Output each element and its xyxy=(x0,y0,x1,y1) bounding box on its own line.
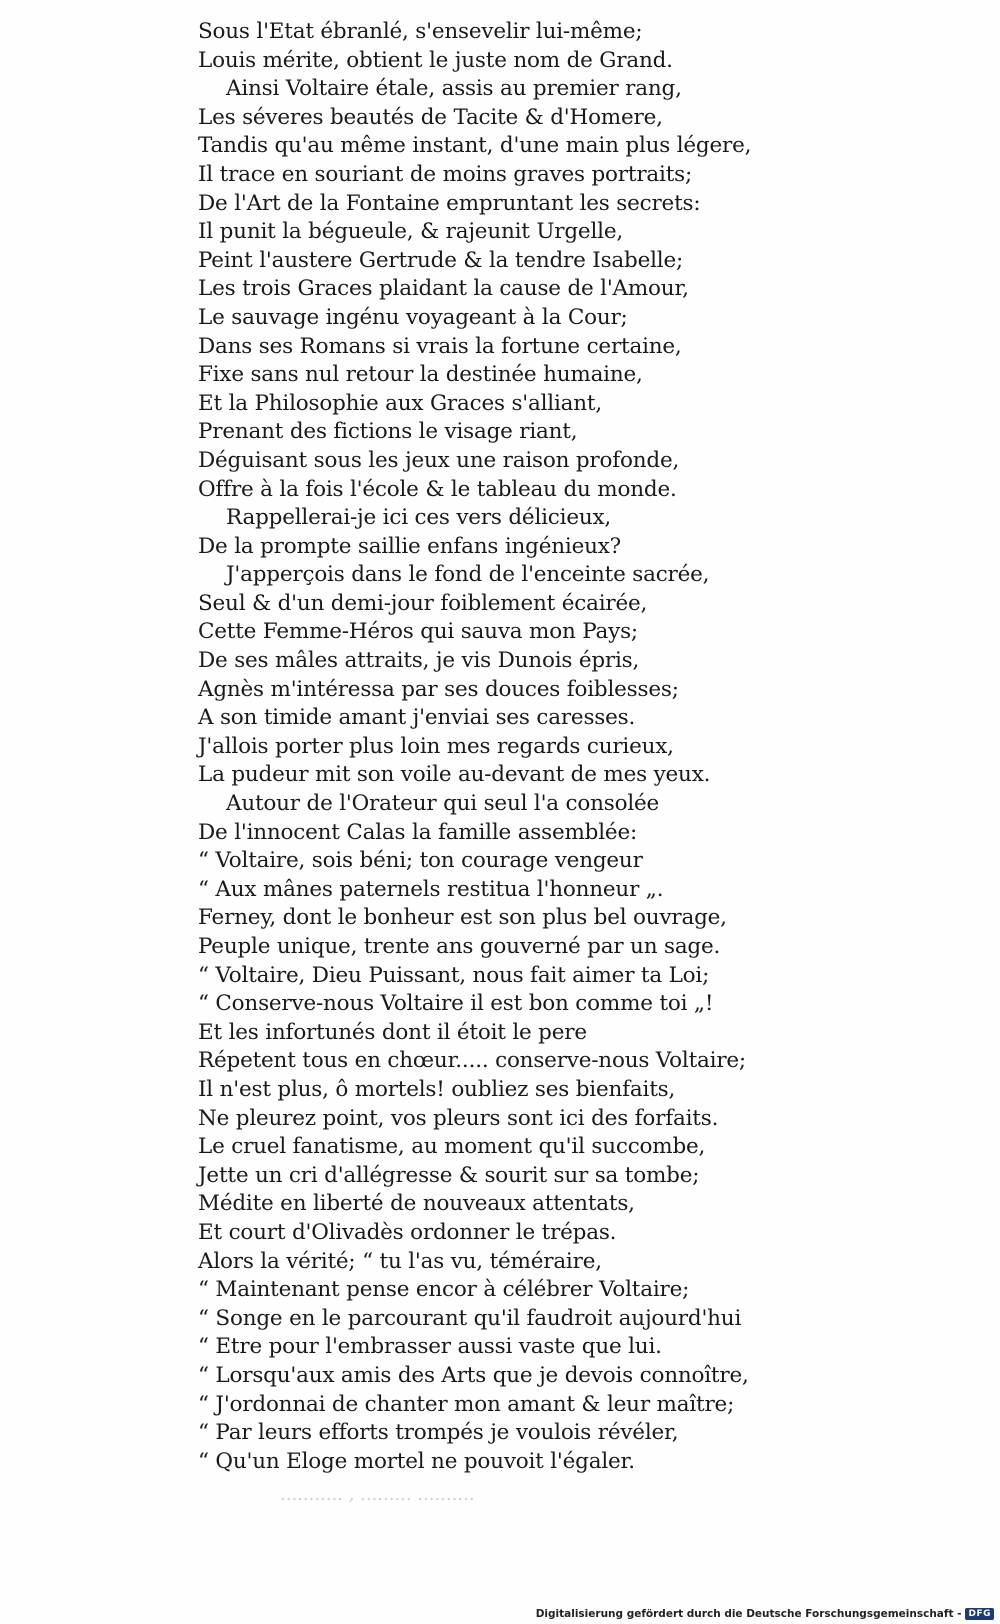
verse-line: Alors la vérité; “ tu l'as vu, téméraire, xyxy=(198,1248,602,1274)
verse-line: “ Aux mânes paternels restitua l'honneur „. xyxy=(198,876,664,902)
verse-line: La pudeur mit son voile au-devant de mes yeux. xyxy=(198,762,711,788)
verse-line: “ Lorsqu'aux amis des Arts que je devois connoître, xyxy=(198,1362,749,1388)
verse-line: “ Voltaire, Dieu Puissant, nous fait aimer ta Loi; xyxy=(198,962,710,988)
verse-line: Il n'est plus, ô mortels! oubliez ses bienfaits, xyxy=(198,1076,676,1102)
verse-line: Médite en liberté de nouveaux attentats, xyxy=(198,1191,635,1217)
credit-text: Digitalisierung gefördert durch die Deutsche Forschungsgemeinschaft - xyxy=(535,1608,962,1620)
verse-line: Peuple unique, trente ans gouverné par un sage. xyxy=(198,934,721,959)
verse-line: “ Par leurs efforts trompés je voulois révéler, xyxy=(198,1420,679,1446)
verse-line: Et court d'Olivadès ordonner le trépas. xyxy=(198,1219,617,1245)
dfg-logo: DFG xyxy=(965,1608,994,1620)
verse-line: Les trois Graces plaidant la cause de l'Amour, xyxy=(198,276,689,302)
verse-line: Offre à la fois l'école & le tableau du monde. xyxy=(198,476,677,502)
verse-line: Prenant des fictions le visage riant, xyxy=(198,419,578,445)
verse-line: “ Etre pour l'embrasser aussi vaste que lui. xyxy=(198,1334,662,1360)
verse-line: “ Conserve-nous Voltaire il est bon comme toi „! xyxy=(198,991,714,1017)
verse-line: De ses mâles attraits, je vis Dunois épris, xyxy=(198,648,640,674)
verse-line: Seul & d'un demi-jour foiblement écairée, xyxy=(198,590,648,616)
verse-line: J'apperçois dans le fond de l'enceinte sacrée, xyxy=(226,562,710,588)
verse-line: Agnès m'intéressa par ses douces foiblesses; xyxy=(198,676,679,702)
poem-text xyxy=(198,18,798,1476)
verse-line: Il punit la bégueule, & rajeunit Urgelle, xyxy=(198,219,623,245)
verse-line: Déguisant sous les jeux une raison profonde, xyxy=(198,447,680,473)
verse-line: J'allois porter plus loin mes regards curieux, xyxy=(198,733,674,759)
verse-line: “ Maintenant pense encor à célébrer Voltaire; xyxy=(198,1277,690,1303)
digitization-credit xyxy=(536,1608,994,1620)
verse-line: Jette un cri d'allégresse & sourit sur sa tombe; xyxy=(198,1162,700,1188)
verse-line: Louis mérite, obtient le juste nom de Grand. xyxy=(198,47,673,73)
verse-line: A son timide amant j'enviai ses caresses. xyxy=(198,705,636,731)
verse-line: “ Qu'un Eloge mortel ne pouvoit l'égaler. xyxy=(198,1448,635,1474)
verse-line: Le cruel fanatisme, au moment qu'il succombe, xyxy=(198,1134,706,1160)
verse-line: De l'innocent Calas la famille assemblée: xyxy=(198,819,638,845)
verse-line: Le sauvage ingénu voyageant à la Cour; xyxy=(198,304,628,330)
verse-line: Et la Philosophie aux Graces s'alliant, xyxy=(198,390,602,416)
verse-line: De la prompte saillie enfans ingénieux? xyxy=(198,533,621,559)
verse-line: Cette Femme-Héros qui sauva mon Pays; xyxy=(198,619,638,645)
verse-line: Répetent tous en chœur..... conserve-nous Voltaire; xyxy=(198,1048,746,1074)
verse-line: Ne pleurez point, vos pleurs sont ici des forfaits. xyxy=(198,1105,719,1131)
verse-line: De l'Art de la Fontaine empruntant les secrets: xyxy=(198,190,701,216)
verse-line: Rappellerai-je ici ces vers délicieux, xyxy=(226,505,612,531)
verse-line: Il trace en souriant de moins graves portraits; xyxy=(198,161,693,187)
verse-line: “ J'ordonnai de chanter mon amant & leur maître; xyxy=(198,1391,735,1417)
verse-line: Et les infortunés dont il étoit le pere xyxy=(198,1019,587,1045)
verse-line: “ Voltaire, sois béni; ton courage vengeur xyxy=(198,848,643,874)
verse-line: Dans ses Romans si vrais la fortune certaine, xyxy=(198,333,682,359)
verse-line: “ Songe en le parcourant qu'il faudroit aujourd'hui xyxy=(198,1305,742,1331)
verse-line: Peint l'austere Gertrude & la tendre Isabelle; xyxy=(198,247,684,273)
verse-line: Tandis qu'au même instant, d'une main plus légere, xyxy=(198,133,752,159)
verse-line: Sous l'Etat ébranlé, s'ensevelir lui-même; xyxy=(198,19,643,44)
verse-line: Ferney, dont le bonheur est son plus bel ouvrage, xyxy=(198,905,727,931)
verse-line: Les séveres beautés de Tacite & d'Homere, xyxy=(198,104,663,130)
verse-line: Autour de l'Orateur qui seul l'a consolée xyxy=(226,791,660,817)
verse-line: Fixe sans nul retour la destinée humaine, xyxy=(198,362,643,388)
bleed-through-text: ........... , ......... .......... xyxy=(280,1484,475,1505)
verse-line: Ainsi Voltaire étale, assis au premier rang, xyxy=(226,76,682,102)
